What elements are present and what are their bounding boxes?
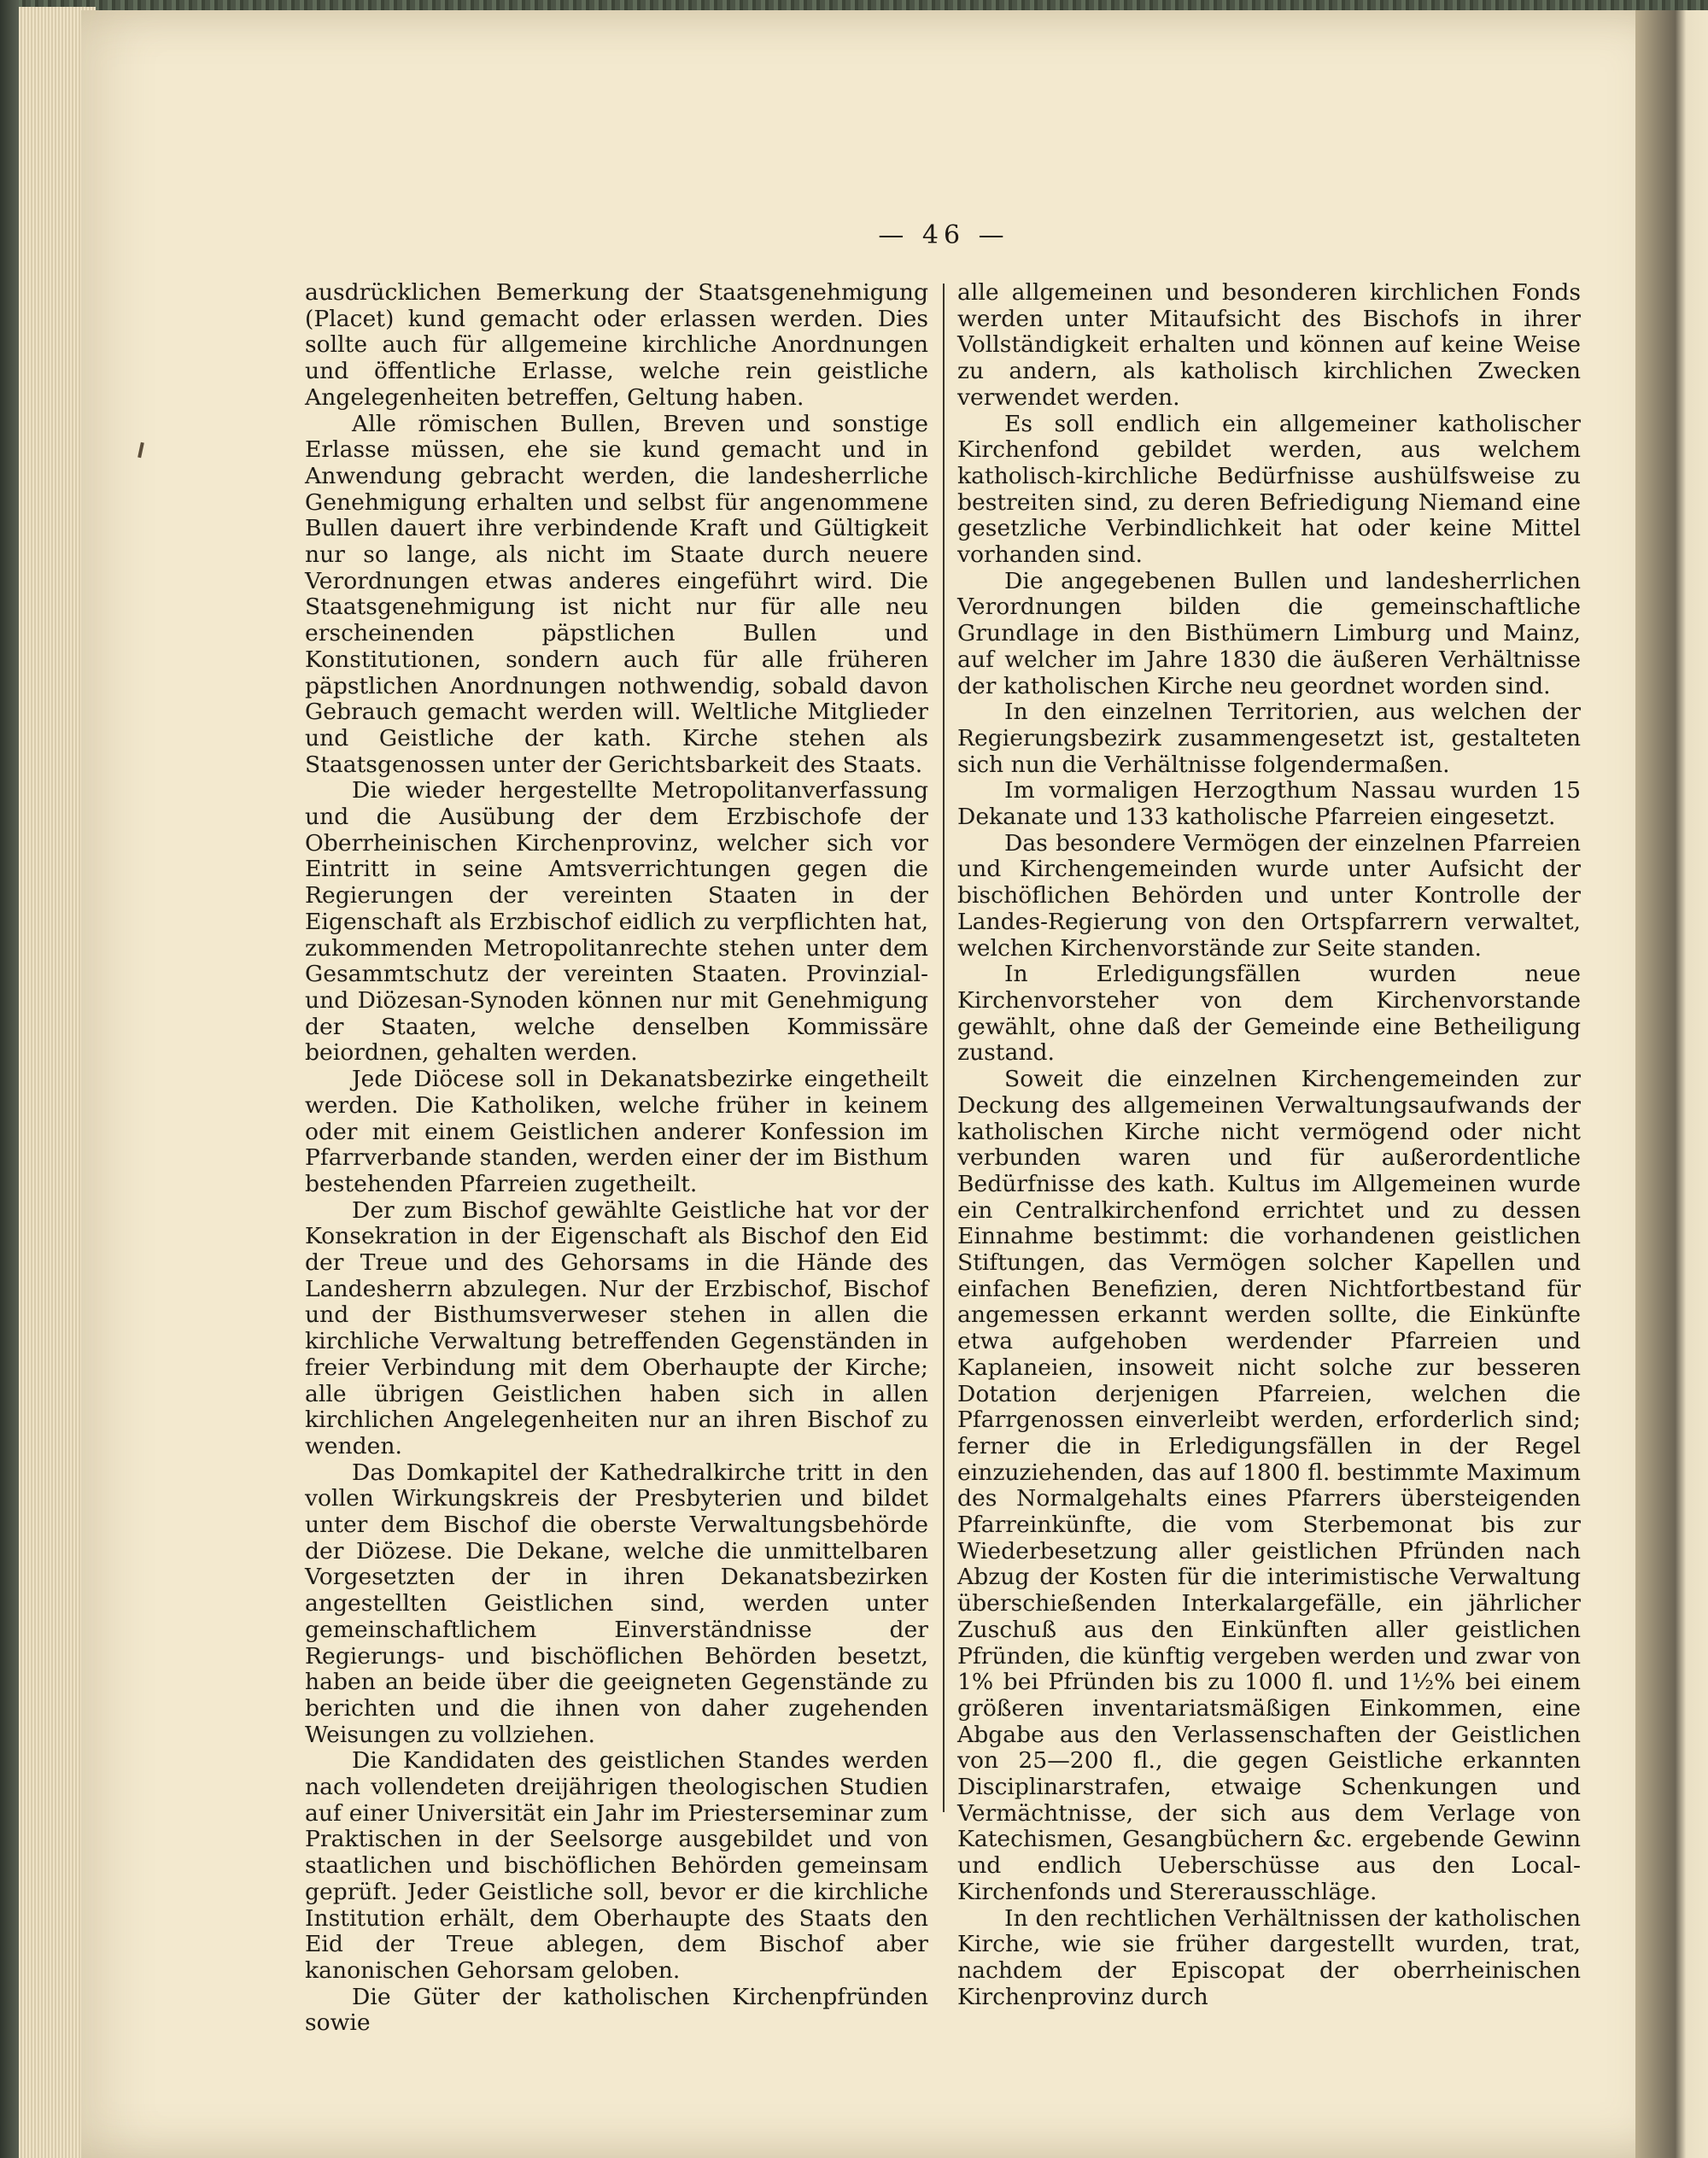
- paragraph: In den rechtlichen Verhältnissen der katholischen Kirche, wie sie früher dargestellt wurden, trat, nachdem der Episcopat der oberrheinischen Kirchenprovinz durch: [957, 1904, 1581, 2010]
- right-text-column: [957, 280, 1581, 2010]
- paragraph: Die Güter der katholischen Kirchenpfründen sowie: [305, 1983, 928, 2037]
- paragraph: alle allgemeinen und besonderen kirchlichen Fonds werden unter Mitaufsicht des Bischofs in ihrer Vollständigkeit erhalten und können auf keine Weise zu andern, als katholisch kirchlichen Zwecken verwendet werden.: [957, 279, 1581, 411]
- paragraph: Das besondere Vermögen der einzelnen Pfarreien und Kirchengemeinden wurde unter Aufsicht der bischöflichen Behörden und unter Kontrolle der Landes-Regierung von den Ortspfarrern verwaltet, welchen Kirchenvorstände zur Seite standen.: [957, 829, 1581, 962]
- paragraph: Die Kandidaten des geistlichen Standes werden nach vollendeten dreijährigen theologischen Studien auf einer Universität ein Jahr im Priesterseminar zum Praktischen in der Seelsorge ausgebildet und von staatlichen und bischöflichen Behörden gemeinsam geprüft. Jeder Geistliche soll, bevor er die kirchliche Institution erhält, dem Oberhaupte des Staats den Eid der Treue ablegen, dem Bischof aber kanonischen Gehorsam geloben.: [305, 1747, 928, 1984]
- paragraph: Jede Diöcese soll in Dekanatsbezirke eingetheilt werden. Die Katholiken, welche früher in keinem oder mit einem Geistlichen anderer Konfession im Pfarrverbande standen, werden einer der im Bisthum bestehenden Pfarreien zugetheilt.: [305, 1066, 928, 1197]
- paragraph: In den einzelnen Territorien, aus welchen der Regierungsbezirk zusammengesetzt ist, gestalteten sich nun die Verhältnisse folgendermaßen.: [957, 699, 1581, 778]
- paragraph: Das Domkapitel der Kathedralkirche tritt in den vollen Wirkungskreis der Presbyterien und bildet unter dem Bischof die oberste Verwaltungsbehörde der Diözese. Die Dekane, welche die unmittelbaren Vorgesetzten der in ihren Dekanatsbezirken angestellten Geistlichen sind, werden unter gemeinschaftlichem Einverständnisse der Regierungs- und bischöflichen Behörden besetzt, haben an beide über die geeigneten Gegenstände zu berichten und die ihnen von daher zugehenden Weisungen zu vollziehen.: [305, 1459, 928, 1748]
- paragraph: Alle römischen Bullen, Breven und sonstige Erlasse müssen, ehe sie kund gemacht und in Anwendung gebracht werden, die landesherrliche Genehmigung erhalten und selbst für angenommene Bullen dauert ihre verbindende Kraft und Gültigkeit nur so lange, als nicht im Staate durch neuere Verordnungen etwas anderes eingeführt wird. Die Staatsgenehmigung ist nicht nur für alle neu erscheinenden päpstlichen Bullen und Konstitutionen, sondern auch für alle früheren päpstlichen Anordnungen nothwendig, sobald davon Gebrauch gemacht werden will. Weltliche Mitglieder und Geistliche der kath. Kirche stehen als Staatsgenossen unter der Gerichtsbarkeit des Staats.: [305, 410, 928, 778]
- page-number: — 46 —: [878, 220, 1009, 250]
- paragraph: In Erledigungsfällen wurden neue Kirchenvorsteher von dem Kirchenvorstande gewählt, ohne daß der Gemeinde eine Betheiligung zustand.: [957, 961, 1581, 1067]
- book-gutter: [1635, 10, 1708, 2158]
- paragraph: Die angegebenen Bullen und landesherrlichen Verordnungen bilden die gemeinschaftliche Grundlage in den Bisthümern Limburg und Mainz, auf welcher im Jahre 1830 die äußeren Verhältnisse der katholischen Kirche neu geordnet worden sind.: [957, 567, 1581, 699]
- paragraph: Die wieder hergestellte Metropolitanverfassung und die Ausübung der dem Erzbischofe der Oberrheinischen Kirchenprovinz, welcher sich vor Eintritt in seine Amtsverrichtungen gegen die Regierungen der vereinten Staaten in der Eigenschaft als Erzbischof eidlich zu verpflichten hat, zukommenden Metropolitanrechte stehen unter dem Gesammtschutz der vereinten Staaten. Provinzial- und Diözesan-Synoden können nur mit Genehmigung der Staaten, welche denselben Kommissäre beiordnen, gehalten werden.: [305, 777, 928, 1067]
- paragraph: Im vormaligen Herzogthum Nassau wurden 15 Dekanate und 133 katholische Pfarreien eingesetzt.: [957, 777, 1581, 831]
- paragraph: ausdrücklichen Bemerkung der Staatsgenehmigung (Placet) kund gemacht oder erlassen werden. Dies sollte auch für allgemeine kirchliche Anordnungen und öffentliche Erlasse, welche rein geistliche Angelegenheiten betreffen, Geltung haben.: [305, 279, 928, 411]
- column-divider: [943, 284, 945, 1812]
- paragraph: Der zum Bischof gewählte Geistliche hat vor der Konsekration in der Eigenschaft als Bischof den Eid der Treue und des Gehorsams in die Hände des Landesherrn abzulegen. Nur der Erzbischof, Bischof und der Bisthumsverweser stehen in allen die kirchliche Verwaltung betreffenden Gegenständen in freier Verbindung mit dem Oberhaupte der Kirche; alle übrigen Geistlichen haben sich in allen kirchlichen Angelegenheiten nur an ihren Bischof zu wenden.: [305, 1196, 928, 1459]
- left-text-column: [305, 280, 928, 2037]
- paragraph: Soweit die einzelnen Kirchengemeinden zur Deckung des allgemeinen Verwaltungsaufwands der katholischen Kirche nicht vermögend oder nicht verbunden waren und für außerordentliche Bedürfnisse des kath. Kultus im Allgemeinen wurde ein Centralkirchenfond errichtet und zu dessen Einnahme bestimmt: die vorhandenen geistlichen Stiftungen, das Vermögen solcher Kapellen und einfachen Benefizien, deren Nichtfortbestand für angemessen erkannt werden sollte, die Einkünfte etwa aufgehoben werdender Pfarreien und Kaplaneien, insoweit nicht solche zur besseren Dotation derjenigen Pfarreien, welchen die Pfarrgenossen einverleibt werden, erforderlich sind; ferner die in Erledigungsfällen in der Regel einzuziehenden, das auf 1800 fl. bestimmte Maximum des Normalgehalts eines Pfarrers übersteigenden Pfarreinkünfte, die vom Sterbemonat bis zur Wiederbesetzung aller geistlichen Pfründen nach Abzug der Kosten für die interimistische Verwaltung überschießenden Interkalargefälle, ein jährlicher Zuschuß aus den Einkünften aller geistlichen Pfründen, die künftig vergeben werden und zwar von 1% bei Pfründen bis zu 1000 fl. und 1½% bei einem größeren inventariatsmäßigen Einkommen, eine Abgabe aus den Verlassenschaften der Geistlichen von 25—200 fl., die gegen Geistliche erkannten Disciplinarstrafen, etwaige Schenkungen und Vermächtnisse, der sich aus dem Verlage von Katechismen, Gesangbüchern &c. ergebende Gewinn und endlich Ueberschüsse aus den Local-Kirchenfonds und Stererausschläge.: [957, 1066, 1581, 1905]
- book-cover-edge: [0, 0, 19, 2158]
- paragraph: Es soll endlich ein allgemeiner katholischer Kirchenfond gebildet werden, aus welchem katholisch-kirchliche Bedürfnisse aushülfsweise zu bestreiten sind, zu deren Befriedigung Niemand eine gesetzliche Verbindlichkeit hat oder keine Mittel vorhanden sind.: [957, 410, 1581, 569]
